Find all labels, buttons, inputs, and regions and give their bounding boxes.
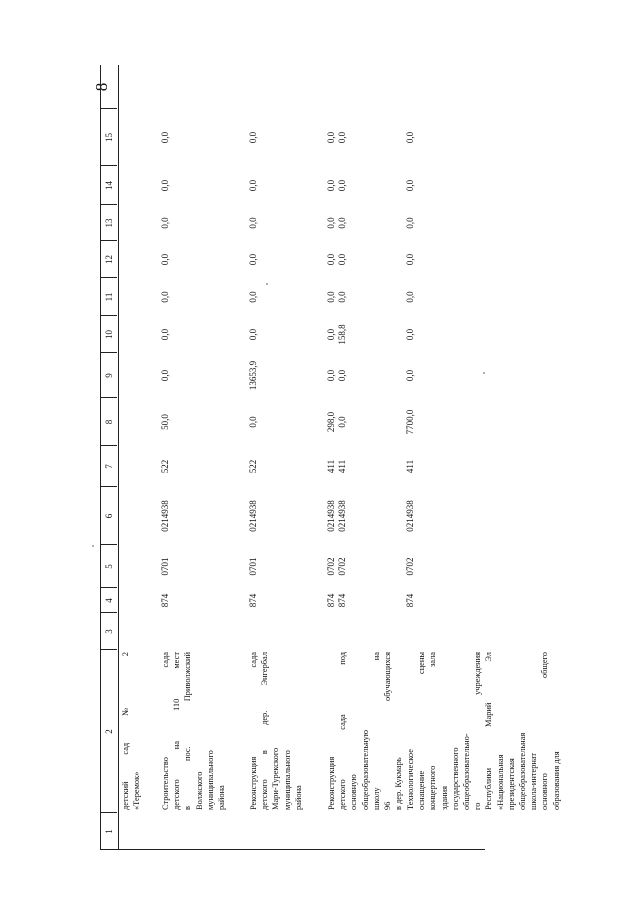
column-divider bbox=[100, 240, 117, 241]
table-cell: 0,0 bbox=[160, 217, 170, 229]
row-name-line: Мари-Турекского bbox=[271, 747, 281, 810]
column-divider bbox=[100, 315, 117, 316]
column-number: 14 bbox=[104, 181, 114, 190]
table-cell: 874 bbox=[160, 593, 170, 608]
row-name-line: Реконструкция сада bbox=[249, 652, 258, 810]
table-cell: 0214938 bbox=[337, 500, 347, 532]
table-cell: 0,0 bbox=[248, 328, 258, 341]
table-cell: 0701 bbox=[160, 557, 170, 576]
row-name-line: школу на bbox=[371, 652, 381, 810]
table-cell: 0702 bbox=[326, 557, 336, 576]
row-name-line: общеобразовательно- bbox=[462, 733, 472, 810]
row-name-line: муниципального bbox=[205, 750, 215, 810]
column-number: 7 bbox=[104, 464, 114, 469]
row-name-line: Волжского bbox=[194, 771, 204, 810]
column-divider bbox=[100, 649, 117, 650]
table-cell: 0,0 bbox=[337, 179, 347, 192]
row-name-line: государственного bbox=[450, 747, 460, 810]
table-cell: 0702 bbox=[337, 557, 347, 576]
table-cell: 0,0 bbox=[337, 369, 347, 382]
row-name-line: детского сада под bbox=[338, 652, 348, 810]
table-cell: 0,0 bbox=[405, 291, 415, 303]
table-cell: 0,0 bbox=[326, 179, 336, 192]
table-cell: 411 bbox=[337, 459, 347, 474]
table-cell: 0,0 bbox=[326, 369, 336, 382]
row-name bbox=[248, 652, 304, 810]
column-divider bbox=[100, 204, 117, 205]
table-cell: 0,0 bbox=[248, 217, 258, 229]
table-cell: 0,0 bbox=[160, 131, 170, 144]
row-name-line: района bbox=[217, 785, 227, 810]
table-cell: 874 bbox=[248, 593, 258, 608]
column-number: 13 bbox=[104, 218, 114, 228]
table-cell: 0,0 bbox=[337, 131, 347, 144]
table-cell: 0214938 bbox=[248, 500, 258, 532]
row-name-line: президентская bbox=[506, 758, 516, 810]
row-name-line: «Национальная bbox=[495, 754, 505, 810]
row-name-line: в дер. Кукмарь bbox=[394, 757, 404, 810]
row-name-line: концертного зала bbox=[428, 652, 438, 810]
table-cell: 0,0 bbox=[337, 253, 347, 266]
table-cell: 0701 bbox=[248, 557, 258, 576]
column-divider bbox=[100, 277, 117, 278]
row-name-line: школа-интернат bbox=[529, 752, 539, 810]
row-name-line: в пос. Приволжский bbox=[183, 652, 193, 810]
table-cell: 0,0 bbox=[405, 369, 415, 382]
table-cell: 0,0 bbox=[160, 291, 170, 303]
column-divider bbox=[100, 445, 117, 446]
table-cell: 0,0 bbox=[337, 217, 347, 229]
table-cell: 0,0 bbox=[326, 291, 336, 303]
row-name-line: общеобразовательную bbox=[360, 729, 370, 810]
table-cell: 0,0 bbox=[248, 253, 258, 266]
row-name-line: детский сад № 2 bbox=[121, 652, 130, 810]
row-name-line: «Теремок» bbox=[132, 771, 142, 810]
row-name-line: общеобразовательная bbox=[518, 732, 528, 810]
table-cell: 0,0 bbox=[337, 416, 347, 428]
table-cell: 298,0 bbox=[326, 411, 336, 433]
table-cell: 13653,9 bbox=[248, 360, 258, 391]
table-cell: 0,0 bbox=[160, 253, 170, 266]
column-divider bbox=[100, 544, 117, 545]
column-number: 5 bbox=[104, 564, 114, 569]
table-cell: 874 bbox=[326, 593, 336, 608]
column-divider bbox=[100, 812, 117, 813]
table-cell: 50,0 bbox=[160, 414, 170, 430]
table-cell: 0,0 bbox=[248, 179, 258, 192]
row-name-line: го учреждения bbox=[473, 652, 483, 810]
table-cell: 0,0 bbox=[160, 328, 170, 341]
column-number: 8 bbox=[104, 419, 114, 425]
column-divider bbox=[100, 108, 117, 109]
column-number: 12 bbox=[104, 255, 114, 264]
row-name bbox=[405, 652, 562, 810]
row-name-line: образования для bbox=[551, 751, 561, 810]
row-name-line: Республики Марий Эл bbox=[484, 652, 494, 810]
row-name-line: Строительство сада bbox=[161, 652, 170, 810]
table-cell: 522 bbox=[160, 459, 170, 474]
table-cell: 0,0 bbox=[405, 131, 415, 144]
row-name-line: оснащение сцены bbox=[417, 652, 427, 810]
column-divider bbox=[100, 486, 117, 487]
row-name-line: муниципального bbox=[282, 750, 292, 810]
table-cell: 0,0 bbox=[248, 291, 258, 303]
table-cell: 0,0 bbox=[405, 179, 415, 192]
row-name-line: района bbox=[293, 785, 303, 810]
table-cell: 874 bbox=[405, 593, 415, 608]
row-name-line: основную bbox=[349, 774, 359, 810]
scan-speck bbox=[266, 283, 268, 285]
column-number: 1 bbox=[104, 829, 114, 834]
budget-table bbox=[100, 65, 561, 850]
column-number: 4 bbox=[104, 598, 114, 603]
column-number-header bbox=[100, 65, 119, 850]
row-name-line: Технологическое bbox=[406, 749, 415, 810]
row-name-line: детского на 110 мест bbox=[172, 652, 182, 810]
row-name-line: основного общего bbox=[540, 652, 550, 810]
row-name bbox=[326, 652, 404, 810]
row-name bbox=[120, 652, 142, 810]
column-number: 2 bbox=[104, 729, 114, 734]
table-cell: 522 bbox=[248, 459, 258, 474]
table-left-border bbox=[100, 849, 485, 850]
table-cell: 0,0 bbox=[248, 131, 258, 144]
table-cell: 0,0 bbox=[326, 131, 336, 144]
row-name-line: Реконструкция bbox=[327, 756, 336, 810]
scan-speck bbox=[483, 372, 485, 374]
page-number: 8 bbox=[92, 82, 111, 92]
column-divider bbox=[100, 352, 117, 353]
table-cell: 0214938 bbox=[160, 500, 170, 532]
table-cell: 0214938 bbox=[405, 500, 415, 532]
table-cell: 0,0 bbox=[326, 217, 336, 229]
column-number: 15 bbox=[104, 133, 114, 142]
row-name bbox=[160, 652, 227, 810]
table-cell: 874 bbox=[337, 593, 347, 608]
table-cell: 0,0 bbox=[405, 217, 415, 229]
column-divider bbox=[100, 587, 117, 588]
table-cell: 0702 bbox=[405, 557, 415, 576]
column-number: 9 bbox=[104, 373, 114, 378]
table-cell: 411 bbox=[326, 459, 336, 474]
column-number: 10 bbox=[104, 330, 114, 339]
table-cell: 411 bbox=[405, 459, 415, 474]
table-cell: 7700,0 bbox=[405, 409, 415, 435]
column-divider bbox=[100, 397, 117, 398]
column-number: 3 bbox=[104, 629, 114, 634]
table-cell: 0,0 bbox=[248, 416, 258, 428]
table-cell: 0,0 bbox=[405, 253, 415, 266]
table-cell: 0,0 bbox=[326, 253, 336, 266]
table-cell: 0,0 bbox=[160, 179, 170, 192]
scan-speck bbox=[92, 545, 94, 547]
table-cell: 158,8 bbox=[337, 324, 347, 345]
row-name-line: детского в дер. Энгербал bbox=[260, 652, 270, 810]
table-cell: 0,0 bbox=[337, 291, 347, 303]
table-cell: 0214938 bbox=[326, 500, 336, 532]
column-divider bbox=[100, 165, 117, 166]
column-divider bbox=[100, 612, 117, 613]
table-cell: 0,0 bbox=[405, 328, 415, 341]
row-name-line: 96 обучающихся bbox=[383, 652, 393, 810]
table-cell: 0,0 bbox=[326, 328, 336, 341]
row-name-line: здания bbox=[439, 786, 449, 810]
table-cell: 0,0 bbox=[160, 369, 170, 382]
column-number: 6 bbox=[104, 513, 114, 519]
column-number: 11 bbox=[104, 292, 114, 302]
